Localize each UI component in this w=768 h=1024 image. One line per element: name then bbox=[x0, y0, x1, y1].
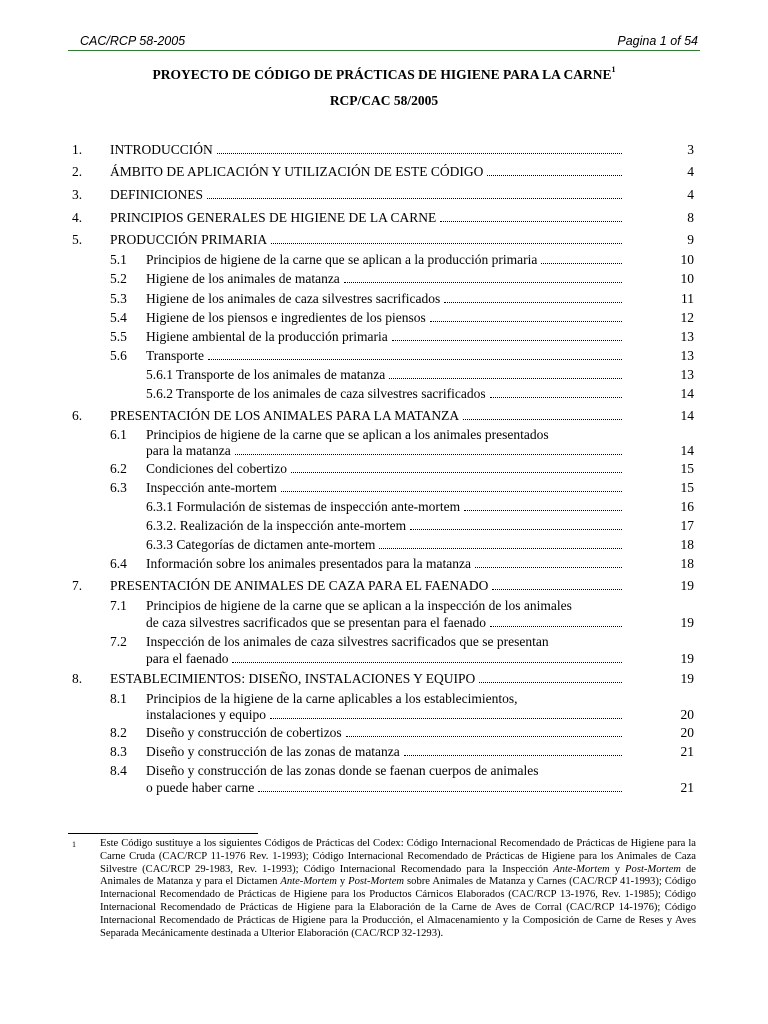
toc-leader-dots bbox=[291, 461, 622, 473]
toc-entry[interactable] bbox=[0, 232, 768, 248]
document-title: PROYECTO DE CÓDIGO DE PRÁCTICAS DE HIGIENE PARA LA CARNE$^1$ bbox=[152, 65, 616, 82]
toc-entry-page: 21 bbox=[680, 744, 694, 759]
toc-entry-page: 9 bbox=[687, 232, 694, 247]
toc-leader-dots bbox=[232, 651, 622, 663]
toc-entry-label: ÁMBITO DE APLICACIÓN Y UTILIZACIÓN DE ESTE CÓDIGO bbox=[110, 164, 484, 179]
toc-leader-dots bbox=[270, 707, 622, 719]
toc-entry[interactable] bbox=[0, 744, 768, 760]
toc-leader-dots bbox=[404, 744, 622, 756]
toc-entry[interactable] bbox=[0, 367, 768, 383]
toc-entry-label: PRODUCCIÓN PRIMARIA bbox=[110, 232, 268, 247]
toc-entry-page: 4 bbox=[687, 164, 694, 179]
toc-entry-page: 15 bbox=[680, 480, 694, 495]
toc-entry-number: 8.4 bbox=[110, 763, 127, 778]
toc-entry[interactable] bbox=[0, 164, 768, 180]
toc-entry[interactable] bbox=[0, 310, 768, 326]
toc-leader-dots bbox=[410, 518, 622, 530]
toc-entry[interactable] bbox=[0, 763, 768, 779]
toc-entry-number: 8.1 bbox=[110, 691, 127, 706]
toc-entry-page: 19 bbox=[680, 651, 694, 666]
toc-entry-number: 7.2 bbox=[110, 634, 127, 649]
toc-entry[interactable] bbox=[0, 252, 768, 268]
toc-entry-page: 13 bbox=[680, 329, 694, 344]
footnote-text: Este Código sustituye a los siguientes Códigos de Prácticas del Codex: Código Internacional Recomendado de Prácticas de Higiene para la Carne Cruda (CAC/RCP 11-1976 Rev. 1-1993); Código Internacional Recomendado de Prácticas de Higiene para los Animales de Caza Silvestre (CAC/RCP 29-1983, Rev. 1-1993); Código Internacional Recomendado para la Inspección Ante-Mortem y Post-Mortem de Animales de Matanza y para el Dictamen Ante-Mortem y Post-Mortem sobre Animales de Matanza y Carnes (CAC/RCP 41-1993); Código Internacional Recomendado de Prácticas de Higiene para los Productos Cárnicos Elaborados (CAC/RCP 13-1976, Rev. 1-1985); Código Internacional Recomendado de Prácticas de Higiene para la Elaboración de la Carne de Aves de Corral (CAC/RCP 14-1976); Código Internacional Recomendado de Prácticas de Higiene para la Producción, el Almacenamiento y la Composición de Carne de Reses y Aves Separada Mecánicamente destinada a Ulterior Elaboración (CAC/RCP 32-1293). bbox=[100, 838, 697, 939]
toc-leader-dots bbox=[344, 271, 622, 283]
toc-leader-dots bbox=[430, 310, 622, 322]
toc-leader-dots bbox=[444, 291, 622, 303]
toc-entry-number: 4. bbox=[72, 210, 83, 225]
toc-entry[interactable] bbox=[0, 499, 768, 515]
toc-entry-number: 5.6 bbox=[110, 348, 127, 363]
toc-entry-label: Condiciones del cobertizo bbox=[146, 461, 287, 476]
toc-entry-page: 17 bbox=[680, 518, 694, 533]
toc-entry-number: 6.4 bbox=[110, 556, 127, 571]
toc-entry-label: 6.3.1 Formulación de sistemas de inspección ante-mortem bbox=[146, 499, 461, 514]
toc-entry[interactable] bbox=[0, 408, 768, 424]
toc-entry[interactable] bbox=[0, 210, 768, 226]
document-code-title: RCP/CAC 58/2005 bbox=[329, 93, 439, 108]
toc-entry-number: 6.3 bbox=[110, 480, 127, 495]
toc-entry[interactable] bbox=[0, 671, 768, 687]
toc-leader-dots bbox=[281, 480, 622, 492]
toc-entry[interactable] bbox=[0, 461, 768, 477]
toc-entry[interactable] bbox=[0, 691, 768, 707]
toc-entry[interactable] bbox=[0, 615, 768, 631]
running-header bbox=[68, 34, 700, 51]
toc-entry-number: 5.1 bbox=[110, 252, 127, 267]
toc-leader-dots bbox=[258, 780, 622, 792]
toc-entry[interactable] bbox=[0, 142, 768, 158]
toc-entry[interactable] bbox=[0, 537, 768, 553]
toc-entry-label: INTRODUCCIÓN bbox=[110, 142, 213, 157]
toc-leader-dots bbox=[217, 142, 622, 154]
toc-entry-page: 3 bbox=[687, 142, 694, 157]
toc-entry-page: 16 bbox=[680, 499, 694, 514]
toc-entry[interactable] bbox=[0, 329, 768, 345]
toc-entry-label: PRESENTACIÓN DE ANIMALES DE CAZA PARA EL FAENADO bbox=[110, 578, 489, 593]
toc-entry[interactable] bbox=[0, 518, 768, 534]
toc-entry-label: o puede haber carne bbox=[146, 780, 255, 795]
toc-entry-label: Inspección ante-mortem bbox=[146, 480, 277, 495]
toc-entry-label: 6.3.3 Categorías de dictamen ante-mortem bbox=[146, 537, 376, 552]
toc-entry-number: 5.4 bbox=[110, 310, 127, 325]
toc-entry[interactable] bbox=[0, 271, 768, 287]
toc-leader-dots bbox=[490, 615, 622, 627]
toc-entry-label: DEFINICIONES bbox=[110, 187, 203, 202]
toc-entry-label: Principios de la higiene de la carne aplicables a los establecimientos, bbox=[146, 691, 518, 706]
toc-entry-label: Información sobre los animales presentados para la matanza bbox=[146, 556, 471, 571]
toc-entry-label: 5.6.2 Transporte de los animales de caza silvestres sacrificados bbox=[146, 386, 486, 401]
toc-entry-number: 7.1 bbox=[110, 598, 127, 613]
toc-entry[interactable] bbox=[0, 427, 768, 443]
toc-entry-page: 13 bbox=[680, 348, 694, 363]
footnote-reference[interactable]: 1 bbox=[611, 65, 616, 74]
toc-entry[interactable] bbox=[0, 598, 768, 614]
toc-leader-dots bbox=[492, 578, 622, 590]
toc-entry-number: 3. bbox=[72, 187, 83, 202]
toc-entry[interactable] bbox=[0, 187, 768, 203]
toc-entry-number: 6.2 bbox=[110, 461, 127, 476]
toc-leader-dots bbox=[490, 386, 622, 398]
toc-entry-label: de caza silvestres sacrificados que se presentan para el faenado bbox=[146, 615, 486, 630]
toc-leader-dots bbox=[389, 367, 622, 379]
toc-entry[interactable] bbox=[0, 578, 768, 594]
toc-entry-number: 8. bbox=[72, 671, 83, 686]
toc-entry-number: 1. bbox=[72, 142, 83, 157]
footnote-separator bbox=[68, 833, 258, 834]
toc-entry-number: 2. bbox=[72, 164, 83, 179]
toc-entry-page: 15 bbox=[680, 461, 694, 476]
toc-entry[interactable] bbox=[0, 780, 768, 796]
toc-entry-page: 18 bbox=[680, 556, 694, 571]
toc-entry-page: 21 bbox=[680, 780, 694, 795]
toc-entry-number: 8.2 bbox=[110, 725, 127, 740]
toc-entry-label: ESTABLECIMIENTOS: DISEÑO, INSTALACIONES Y EQUIPO bbox=[110, 671, 476, 686]
toc-entry-page: 14 bbox=[680, 386, 694, 401]
toc-entry-label: Higiene de los animales de caza silvestres sacrificados bbox=[146, 291, 441, 306]
toc-leader-dots bbox=[235, 443, 622, 455]
toc-entry-label: Higiene de los animales de matanza bbox=[146, 271, 340, 286]
toc-entry-label: instalaciones y equipo bbox=[146, 707, 266, 722]
toc-entry-label: para el faenado bbox=[146, 651, 229, 666]
toc-entry-label: Inspección de los animales de caza silvestres sacrificados que se presentan bbox=[146, 634, 549, 649]
toc-entry-page: 11 bbox=[681, 291, 694, 306]
toc-entry-page: 14 bbox=[680, 443, 694, 458]
toc-entry-page: 18 bbox=[680, 537, 694, 552]
toc-entry[interactable] bbox=[0, 707, 768, 723]
toc-entry-number: 5.5 bbox=[110, 329, 127, 344]
toc-leader-dots bbox=[541, 252, 622, 264]
toc-entry[interactable] bbox=[0, 348, 768, 364]
toc-entry[interactable] bbox=[0, 480, 768, 496]
toc-entry-number: 7. bbox=[72, 578, 83, 593]
toc-entry[interactable] bbox=[0, 634, 768, 650]
toc-entry-label: 5.6.1 Transporte de los animales de matanza bbox=[146, 367, 386, 382]
toc-entry-number: 6. bbox=[72, 408, 83, 423]
toc-leader-dots bbox=[479, 671, 622, 683]
toc-entry-page: 4 bbox=[687, 187, 694, 202]
toc-entry[interactable] bbox=[0, 386, 768, 402]
toc-entry[interactable] bbox=[0, 725, 768, 741]
toc-leader-dots bbox=[464, 499, 622, 511]
toc-entry-page: 20 bbox=[680, 707, 694, 722]
toc-entry-page: 19 bbox=[680, 671, 694, 686]
toc-leader-dots bbox=[207, 187, 622, 199]
toc-leader-dots bbox=[379, 537, 622, 549]
toc-entry-label: PRINCIPIOS GENERALES DE HIGIENE DE LA CARNE bbox=[110, 210, 437, 225]
toc-entry-label: Diseño y construcción de cobertizos bbox=[146, 725, 342, 740]
toc-entry-label: Higiene de los piensos e ingredientes de los piensos bbox=[146, 310, 426, 325]
toc-leader-dots bbox=[208, 348, 622, 360]
toc-entry-label: Diseño y construcción de las zonas donde se faenan cuerpos de animales bbox=[146, 763, 539, 778]
toc-entry-label: Diseño y construcción de las zonas de matanza bbox=[146, 744, 400, 759]
toc-entry-page: 10 bbox=[680, 271, 694, 286]
toc-entry-page: 19 bbox=[680, 615, 694, 630]
toc-entry-number: 8.3 bbox=[110, 744, 127, 759]
toc-leader-dots bbox=[463, 408, 622, 420]
toc-entry-label: Higiene ambiental de la producción primaria bbox=[146, 329, 388, 344]
toc-entry-label: para la matanza bbox=[146, 443, 231, 458]
toc-entry-label: Transporte bbox=[146, 348, 205, 363]
toc-leader-dots bbox=[487, 164, 622, 176]
toc-entry-number: 6.1 bbox=[110, 427, 127, 442]
toc-entry-number: 5. bbox=[72, 232, 83, 247]
toc-entry-number: 5.2 bbox=[110, 271, 127, 286]
toc-entry-page: 13 bbox=[680, 367, 694, 382]
toc-entry-page: 12 bbox=[680, 310, 694, 325]
footnote-mark: 1 bbox=[72, 840, 76, 849]
toc-entry[interactable] bbox=[0, 556, 768, 572]
toc-leader-dots bbox=[440, 210, 622, 222]
toc-entry-label: Principios de higiene de la carne que se aplican a la producción primaria bbox=[146, 252, 538, 267]
toc-entry[interactable] bbox=[0, 443, 768, 459]
toc-entry[interactable] bbox=[0, 291, 768, 307]
toc-entry-label: Principios de higiene de la carne que se aplican a los animales presentados bbox=[146, 427, 549, 442]
toc-entry-page: 20 bbox=[680, 725, 694, 740]
page-indicator: Pagina 1 of 54 bbox=[617, 34, 698, 48]
toc-leader-dots bbox=[271, 232, 622, 244]
toc-leader-dots bbox=[346, 725, 622, 737]
toc-entry-label: 6.3.2. Realización de la inspección ante-mortem bbox=[146, 518, 407, 533]
toc-entry-page: 14 bbox=[680, 408, 694, 423]
toc-entry-page: 10 bbox=[680, 252, 694, 267]
toc-entry-number: 5.3 bbox=[110, 291, 127, 306]
toc-leader-dots bbox=[392, 329, 622, 341]
toc-entry-page: 8 bbox=[687, 210, 694, 225]
toc-entry-label: PRESENTACIÓN DE LOS ANIMALES PARA LA MATANZA bbox=[110, 408, 460, 423]
toc-entry-page: 19 bbox=[680, 578, 694, 593]
toc-entry[interactable] bbox=[0, 651, 768, 667]
toc-entry-label: Principios de higiene de la carne que se aplican a la inspección de los animales bbox=[146, 598, 572, 613]
document-code: CAC/RCP 58-2005 bbox=[80, 34, 186, 48]
toc-leader-dots bbox=[475, 556, 622, 568]
